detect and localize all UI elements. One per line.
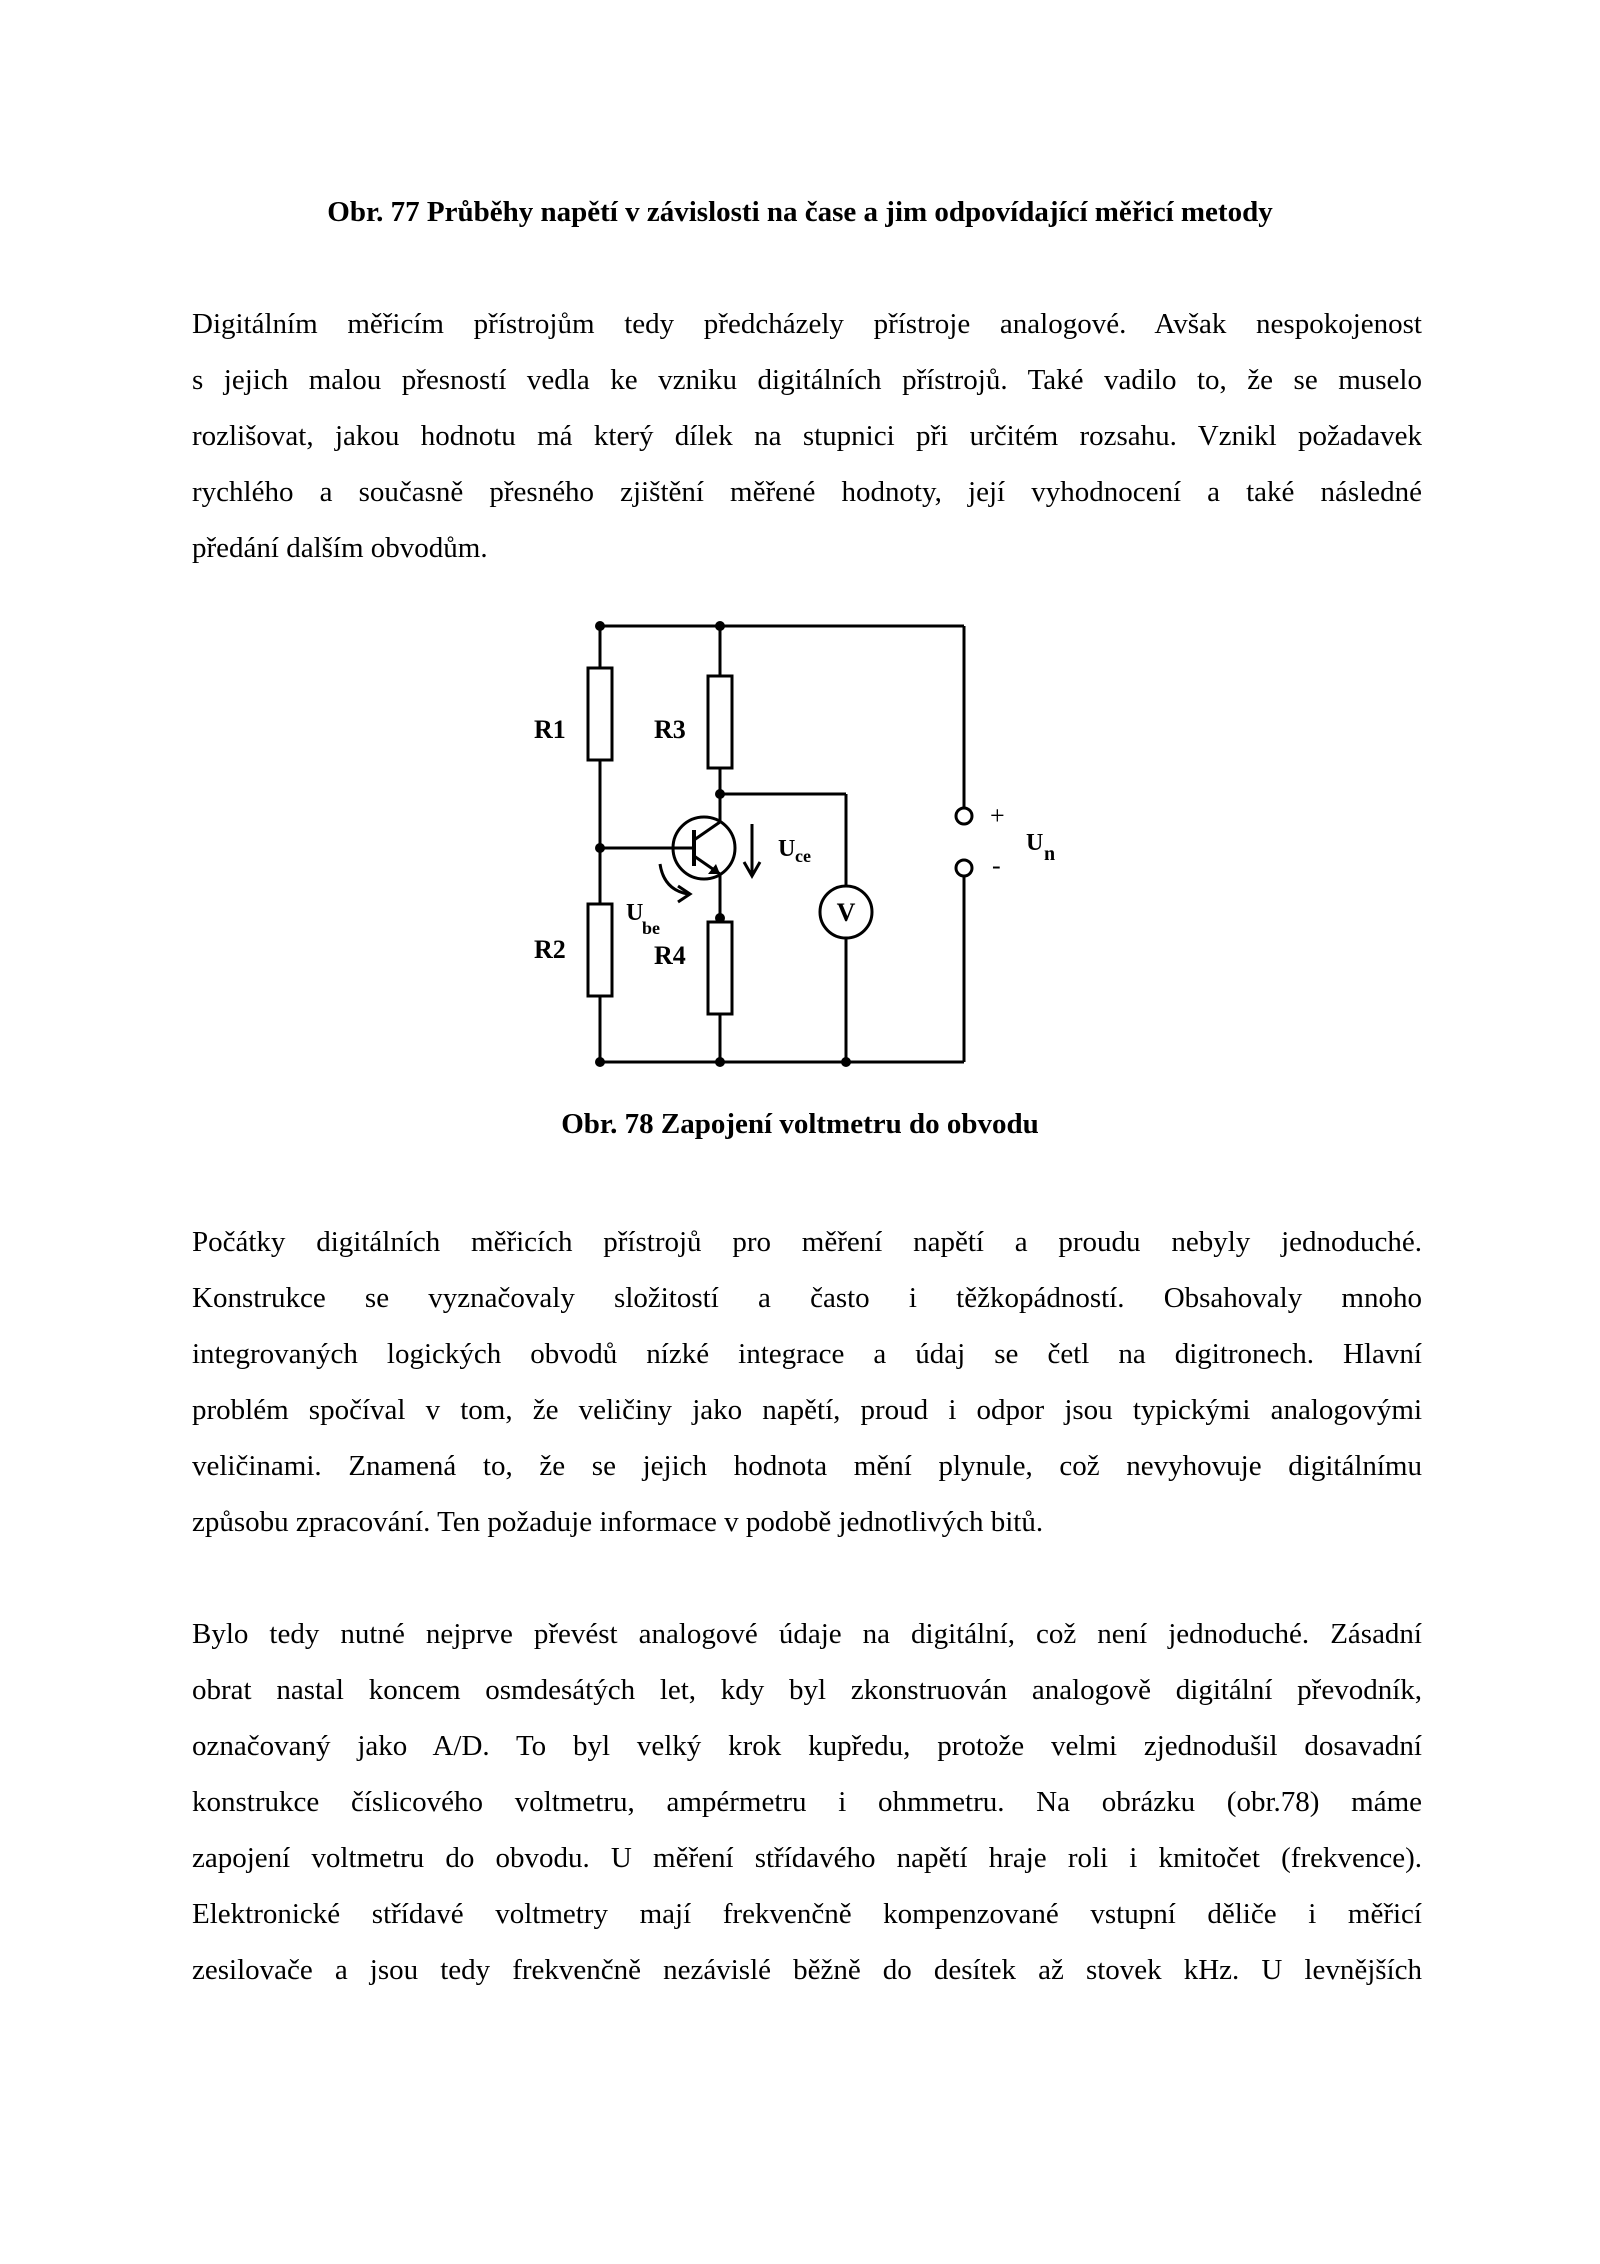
ube-label: U [626,900,644,926]
text-line: způsobu zpracování. Ten požaduje informace v podobě jednotlivých bitů. [192,1506,1044,1538]
uce-subscript: ce [795,846,811,866]
un-subscript: n [1044,843,1056,865]
text-line: Počátky digitálních měřicích přístrojů pro měření napětí a proudu nebyly jednoduché. [192,1226,1422,1258]
text-line: s jejich malou přesností vedla ke vzniku digitálních přístrojů. Také vadilo to, že se muselo [192,364,1422,396]
junction-dot [595,1057,605,1067]
figure-78-caption: Obr. 78 Zapojení voltmetru do obvodu [561,1108,1039,1140]
r3-label: R3 [654,715,686,744]
paragraph-1 [192,296,1422,576]
text-line: zesilovače a jsou tedy frekvenčně nezávislé běžně do desítek až stovek kHz. U levnějších [192,1954,1422,1986]
uce-label: U [778,836,796,862]
text-line: Bylo tedy nutné nejprve převést analogové údaje na digitální, což není jednoduché. Zásadní [192,1618,1422,1650]
text-line: označovaný jako A/D. To byl velký krok kupředu, protože velmi zjednodušil dosavadní [192,1730,1422,1762]
junction-dot [595,621,605,631]
junction-dot [715,621,725,631]
text-line: veličinami. Znamená to, že se jejich hodnota mění plynule, což nevyhovuje digitálnímu [192,1450,1422,1482]
r1-resistor [588,668,612,760]
junction-dot [595,843,605,853]
r2-label: R2 [534,935,566,964]
r1-label: R1 [534,715,566,744]
text-line: rychlého a současně přesného zjištění měřené hodnoty, její vyhodnocení a také následné [192,476,1422,508]
r2-resistor [588,904,612,996]
text-line: problém spočíval v tom, že veličiny jako napětí, proud i odpor jsou typickými analogovými [192,1394,1422,1426]
text-line: Elektronické střídavé voltmetry mají frekvenčně kompenzované vstupní děliče i měřicí [192,1898,1422,1930]
minus-label: - [992,851,1001,880]
r4-resistor [708,922,732,1014]
junction-dot [715,913,725,923]
text-line: rozlišovat, jakou hodnotu má který dílek na stupnici při určitém rozsahu. Vznikl požadavek [192,420,1422,452]
text-line: zapojení voltmetru do obvodu. U měření střídavého napětí hraje roli i kmitočet (frekvence). [192,1842,1422,1874]
ube-subscript: be [642,918,660,938]
r4-label: R4 [654,941,686,970]
plus-label: + [990,801,1005,830]
text-line: Digitálním měřicím přístrojům tedy předcházely přístroje analogové. Avšak nespokojenost [192,308,1422,340]
negative-terminal [956,860,972,876]
text-line: Konstrukce se vyznačovaly složitostí a často i těžkopádností. Obsahovaly mnoho [192,1282,1422,1314]
positive-terminal [956,808,972,824]
junction-dot [715,789,725,799]
voltmeter-circuit-diagram [520,612,1080,1072]
text-line: obrat nastal koncem osmdesátých let, kdy byl zkonstruován analogově digitální převodník, [192,1674,1422,1706]
text-line: konstrukce číslicového voltmetru, ampérmetru i ohmmetru. Na obrázku (obr.78) máme [192,1786,1422,1818]
text-line: předání dalším obvodům. [192,532,488,564]
text-line: integrovaných logických obvodů nízké integrace a údaj se četl na digitronech. Hlavní [192,1338,1422,1370]
voltmeter-label: V [836,898,856,927]
junction-dot [715,1057,725,1067]
paragraph-3 [192,1606,1422,1998]
un-label: U [1026,830,1044,856]
r3-resistor [708,676,732,768]
paragraph-2 [192,1214,1422,1550]
figure-77-caption: Obr. 77 Průběhy napětí v závislosti na čase a jim odpovídající měřicí metody [327,196,1273,228]
junction-dot [841,1057,851,1067]
